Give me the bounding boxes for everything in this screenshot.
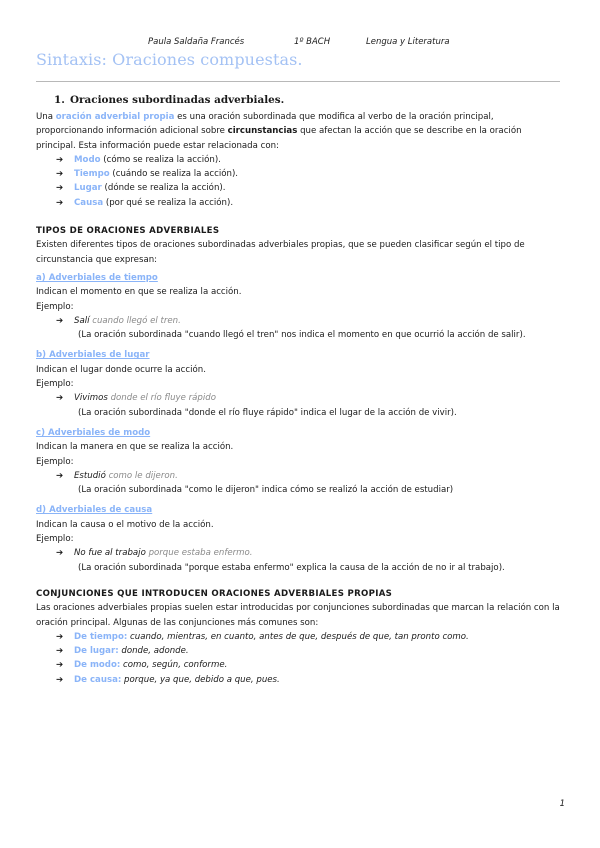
example-list [36, 546, 560, 560]
arrow-icon: ➔ [56, 154, 64, 165]
example-label: Ejemplo: [36, 379, 74, 390]
circ-label: Modo [74, 154, 101, 165]
type-definition: Indican la causa o el motivo de la acción. [36, 519, 214, 530]
type-definition: Indican el momento en que se realiza la acción. [36, 287, 242, 298]
circ-desc: (por qué se realiza la acción). [103, 197, 234, 208]
example-label: Ejemplo: [36, 534, 74, 545]
example-main: Vivimos [74, 393, 111, 404]
document-body [36, 92, 560, 687]
circumstance-list [36, 153, 560, 210]
intro-text-3: que afectan la acción que se describe en la oración principal. Esta información puede estar relacionada con: [36, 126, 522, 151]
example-explanation: (La oración subordinada "donde el río fluye rápido" indica el lugar de la acción de vivir). [78, 407, 457, 418]
page-number: 1 [559, 799, 565, 809]
list-item [56, 546, 560, 560]
intro-text-1: Una [36, 112, 56, 122]
example-main: Estudió [74, 470, 109, 481]
intro-text-2: es una oración subordinada que modifica al verbo de la oración principal, proporcionando información adicional sobre [36, 112, 494, 137]
header-author: Paula Saldaña Francés [148, 37, 245, 47]
example-list [36, 469, 560, 483]
circ-label: Lugar [74, 183, 102, 194]
type-heading-tiempo: a) Adverbiales de tiempo [36, 272, 158, 283]
tipos-heading: TIPOS DE ORACIONES ADVERBIALES [36, 226, 220, 237]
list-item [56, 630, 560, 644]
example-sub: porque estaba enfermo. [148, 548, 253, 559]
example-list [36, 314, 560, 328]
conj-list: cuando, mientras, en cuanto, antes de que, después de que, tan pronto como. [127, 631, 469, 642]
section-number: 1. [54, 94, 65, 106]
list-item [56, 314, 560, 328]
conj-label: De tiempo: [74, 631, 128, 642]
intro-paragraph [36, 110, 560, 153]
arrow-icon: ➔ [56, 660, 64, 671]
conjunciones-heading: CONJUNCIONES QUE INTRODUCEN ORACIONES ADVERBIALES PROPIAS [36, 588, 393, 599]
header-course: 1º BACH [294, 37, 331, 47]
conj-list: donde, adonde. [118, 646, 189, 657]
example-label: Ejemplo: [36, 301, 74, 312]
intro-term: oración adverbial propia [55, 112, 175, 122]
circ-label: Tiempo [74, 169, 110, 180]
arrow-icon: ➔ [56, 315, 64, 326]
example-sub: como le dijeron. [108, 470, 178, 481]
list-item [56, 181, 560, 195]
list-item [56, 167, 560, 181]
conj-label: De modo: [74, 660, 121, 671]
example-explanation: (La oración subordinada "cuando llegó el tren" nos indica el momento en que ocurrió la acción de salir). [78, 330, 526, 341]
type-heading-causa: d) Adverbiales de causa [36, 505, 153, 516]
arrow-icon: ➔ [56, 674, 64, 685]
conj-label: De lugar: [74, 646, 119, 657]
header-subject: Lengua y Literatura [366, 37, 450, 47]
example-sub: cuando llegó el tren. [92, 315, 181, 326]
list-item [56, 658, 560, 672]
example-explanation: (La oración subordinada "porque estaba enfermo" explica la causa de la acción de no ir al trabajo). [78, 562, 505, 573]
tipos-intro: Existen diferentes tipos de oraciones subordinadas adverbiales propias, que se pueden clasificar según el tipo de circunstancia que expresan: [36, 240, 525, 265]
arrow-icon: ➔ [56, 548, 64, 559]
arrow-icon: ➔ [56, 631, 64, 642]
example-main: No fue al trabajo [74, 548, 149, 559]
list-item [56, 673, 560, 687]
list-item [56, 391, 560, 405]
list-item [56, 469, 560, 483]
type-heading-lugar: b) Adverbiales de lugar [36, 350, 150, 361]
example-list [36, 391, 560, 405]
arrow-icon: ➔ [56, 197, 64, 208]
conj-list: porque, ya que, debido a que, pues. [121, 674, 280, 685]
conj-label: De causa: [74, 674, 122, 685]
circ-desc: (cuándo se realiza la acción). [109, 169, 239, 180]
circ-desc: (dónde se realiza la acción). [101, 183, 226, 194]
section-heading-text: Oraciones subordinadas adverbiales. [70, 94, 285, 106]
example-main: Salí [74, 315, 93, 326]
list-item [56, 644, 560, 658]
conjunction-list [36, 630, 560, 687]
arrow-icon: ➔ [56, 393, 64, 404]
type-definition: Indican la manera en que se realiza la acción. [36, 442, 234, 453]
example-sub: donde el río fluye rápido [110, 393, 216, 404]
conjunciones-intro: Las oraciones adverbiales propias suelen estar introducidas por conjunciones subordinadas que marcan la relación con la oración principal. Algunas de las conjunciones más comunes son: [36, 603, 560, 628]
circ-desc: (cómo se realiza la acción). [100, 154, 221, 165]
list-item [56, 153, 560, 167]
circ-label: Causa [74, 197, 104, 208]
document-title: Sintaxis: Oraciones compuestas. [36, 50, 303, 69]
intro-circ: circunstancias [227, 126, 298, 137]
arrow-icon: ➔ [56, 470, 64, 481]
type-heading-modo: c) Adverbiales de modo [36, 427, 151, 438]
example-explanation: (La oración subordinada "como le dijeron" indica cómo se realizó la acción de estudiar) [78, 485, 454, 496]
list-item [56, 196, 560, 210]
conj-list: como, según, conforme. [120, 660, 228, 671]
arrow-icon: ➔ [56, 183, 64, 194]
arrow-icon: ➔ [56, 646, 64, 657]
section-heading [54, 92, 560, 108]
title-divider [36, 81, 560, 82]
type-definition: Indican el lugar donde ocurre la acción. [36, 364, 206, 375]
example-label: Ejemplo: [36, 456, 74, 467]
arrow-icon: ➔ [56, 169, 64, 180]
